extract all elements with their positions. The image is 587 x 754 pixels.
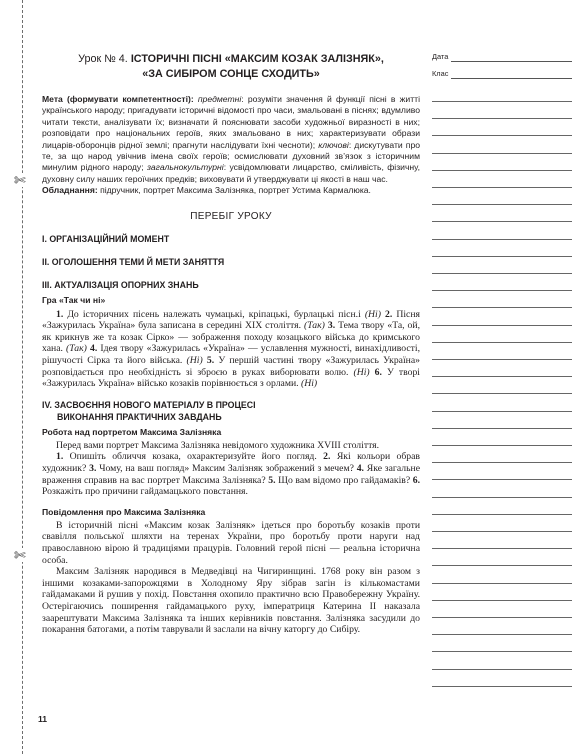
note-line[interactable] xyxy=(432,359,572,360)
note-line[interactable] xyxy=(432,101,572,102)
note-line[interactable] xyxy=(432,634,572,635)
task-text: Розкажіть про причини гайдамацького повстання. xyxy=(42,486,248,498)
goal-label: Мета (формувати компетентності): xyxy=(42,94,194,104)
message-paragraph-2: Максим Залізняк народився в Медведівці на Чигиринщині. 1768 року він разом з іншими козаками-запорожцями в Холодному Яру зібрав загін із кількомастами гайдамаками й рушив у похід. Повстання охопило практично всю Правобережну Україну. Остерігаючись поширення гайдамацького руху, імператриця Катерина ІІ наказала заарештувати Максима Залізняка та інших керівників повстання. Залізняка засудили до покарання батогами, а потім таврували й заслали на вічну каторгу до Сибіру. xyxy=(42,566,420,636)
note-line[interactable] xyxy=(432,497,572,498)
note-line[interactable] xyxy=(432,256,572,257)
note-line[interactable] xyxy=(432,221,572,222)
date-field[interactable] xyxy=(432,52,572,62)
note-line[interactable] xyxy=(432,273,572,274)
question-answer: (Ні) xyxy=(353,366,370,378)
lesson-goal xyxy=(42,94,420,185)
section-1-heading: І. ОРГАНІЗАЦІЙНИЙ МОМЕНТ xyxy=(42,233,170,244)
note-line[interactable] xyxy=(432,325,572,326)
class-line[interactable] xyxy=(451,70,572,79)
section-3-heading: ІІІ. АКТУАЛІЗАЦІЯ ОПОРНИХ ЗНАНЬ xyxy=(42,279,199,290)
question-answer: (Ні) xyxy=(364,308,381,320)
task-text: Опишіть обличчя козака, охарактеризуйте його погляд. xyxy=(63,451,317,463)
question-text: До історичних пісень належать чумацькі, кріпацькі, бурлацькі пісн.і xyxy=(63,308,365,320)
message-heading: Повідомлення про Максима Залізняка xyxy=(42,506,206,517)
note-line[interactable] xyxy=(432,393,572,394)
note-line[interactable] xyxy=(432,411,572,412)
section-2-heading: ІІ. ОГОЛОШЕННЯ ТЕМИ Й МЕТИ ЗАНЯТТЯ xyxy=(42,256,225,267)
note-line[interactable] xyxy=(432,118,572,119)
class-field[interactable] xyxy=(432,69,572,79)
goal-key-text: : дискутувати про те, за що народ увічнив імена своїх героїв; осмислювати духовний зв’язок з історичним минулим рідного народу; xyxy=(42,139,421,173)
note-line[interactable] xyxy=(432,651,572,652)
page-number: 11 xyxy=(38,714,48,724)
equipment xyxy=(42,185,420,196)
note-line[interactable] xyxy=(432,617,572,618)
portrait-heading: Робота над портретом Максима Залізняка xyxy=(42,426,222,437)
class-label: Клас xyxy=(432,69,449,78)
goal-subject-text: : розуміти значення й функції пісні в житті українського народу; пригадувати історичні відомості про часи, змальовані в піснях; вдумливо читати тексти, аналізувати їх; визначати й пояснювати засоби художньої виразності в них; розповідати про національних героїв, яких змальовано в них; характеризувати образи лицарів-оборонців рідної землі; прагнути наслідувати їхні чесноти); xyxy=(42,94,421,150)
question-number: 2. xyxy=(380,308,393,320)
question-answer: (Ні) xyxy=(186,355,203,367)
task-text: Яке загальне враження справив на вас портрет Максима Залізняка? xyxy=(42,463,421,486)
note-line[interactable] xyxy=(432,479,572,480)
note-line[interactable] xyxy=(432,462,572,463)
equipment-text: підручник, портрет Максима Залізняка, портрет Устима Кармалюка. xyxy=(97,185,371,196)
scissors-icon: ✄ xyxy=(14,172,26,188)
question-answer: (Так) xyxy=(66,343,87,355)
note-line[interactable] xyxy=(432,153,572,154)
task-text: Чому, на ваш погляд» Максим Залізняк зображений з мечем? xyxy=(96,463,354,474)
title-prefix: Урок № 4. xyxy=(78,53,131,65)
question-text: У творі «Зажурилась Україна» військо козаків порівнюється з орлами. xyxy=(42,366,421,390)
section-4-line-1: IV. ЗАСВОЄННЯ НОВОГО МАТЕРІАЛУ В ПРОЦЕСІ xyxy=(42,399,256,410)
note-line[interactable] xyxy=(432,583,572,584)
note-line[interactable] xyxy=(432,170,572,171)
note-line[interactable] xyxy=(432,514,572,515)
question-text: Ідея твору «Зажурилась «Україна» — уславлення мужності, винахідливості, рішучості Сірка та його війська. xyxy=(42,343,421,367)
notes-column xyxy=(432,52,572,86)
equipment-label: Обладнання: xyxy=(42,185,98,196)
task-number: 1. xyxy=(56,451,64,463)
game-heading: Гра «Так чи ні» xyxy=(42,294,106,305)
message-paragraph-1: В історичній пісні «Максим козак Залізняк» ідеться про боротьбу козаків проти свавілля польської шляхти на теренах України, про боротьбу проти наруги над православною вірою й традиціями працурів. Головний герой пісні — реальна історична особа. xyxy=(42,519,420,566)
task-number: 6. xyxy=(410,474,421,486)
question-number: 5. xyxy=(202,355,215,367)
portrait-intro: Перед вами портрет Максима Залізняка невідомого художника XVIII століття. xyxy=(56,439,380,451)
date-line[interactable] xyxy=(451,53,572,62)
question-answer: (Так) xyxy=(304,320,325,332)
note-line[interactable] xyxy=(432,548,572,549)
question-number: 6. xyxy=(369,366,382,378)
task-text: Що вам відомо про гайдамаків? xyxy=(275,474,411,486)
section-4-heading xyxy=(42,399,420,423)
lesson-title xyxy=(42,52,420,82)
goal-culture-label: загальнокультурні xyxy=(147,162,224,173)
question-answer: (Ні) xyxy=(301,378,318,390)
main-column xyxy=(42,52,420,636)
note-line[interactable] xyxy=(432,565,572,566)
note-line[interactable] xyxy=(432,669,572,670)
title-line-2: «ЗА СИБІРОМ СОНЦЕ СХОДИТЬ» xyxy=(142,68,320,80)
note-line[interactable] xyxy=(432,428,572,429)
question-number: 3. xyxy=(324,320,336,332)
task-number: 4. xyxy=(353,463,364,474)
goal-key-label: ключові xyxy=(318,139,349,150)
note-line[interactable] xyxy=(432,600,572,601)
scissors-icon: ✄ xyxy=(14,547,26,563)
note-line[interactable] xyxy=(432,239,572,240)
note-line[interactable] xyxy=(432,342,572,343)
note-line[interactable] xyxy=(432,686,572,687)
goal-subject-label: предметні xyxy=(197,94,242,104)
goal-culture-text: : усвідомлювати лицарство, сміливість, фізичну, духовну силу наших героїчних предків; виховувати й утверджувати ці якості в наш час. xyxy=(42,162,420,184)
question-text: Тема твору «Та, ой, як крикнув же та козак Сірко» — зображення походу козацького війська до кримського хана. xyxy=(42,320,420,355)
note-line[interactable] xyxy=(432,290,572,291)
task-number: 2. xyxy=(316,451,331,463)
question-number: 4. xyxy=(86,343,98,355)
question-text: У першій частині твору «Зажурилась Україна» розповідається про необхідність зі зброєю в руках виборювати волю. xyxy=(42,355,420,378)
note-line[interactable] xyxy=(432,307,572,308)
note-line[interactable] xyxy=(432,531,572,532)
task-number: 3. xyxy=(86,463,97,474)
title-line-1: ІСТОРИЧНІ ПІСНІ «МАКСИМ КОЗАК ЗАЛІЗНЯК», xyxy=(130,53,384,65)
task-text: Які кольори обрав художник? xyxy=(42,451,421,474)
note-line[interactable] xyxy=(432,135,572,136)
date-label: Дата xyxy=(432,52,449,61)
question-text: Пісня «Зажурилась Україна» була записана в середині XIX століття. xyxy=(42,308,420,332)
section-4-line-2: ВИКОНАННЯ ПРАКТИЧНИХ ЗАВДАНЬ xyxy=(57,411,222,422)
note-line[interactable] xyxy=(432,376,572,377)
note-line[interactable] xyxy=(432,445,572,446)
note-line[interactable] xyxy=(432,204,572,205)
cut-line xyxy=(22,0,23,754)
portrait-tasks xyxy=(42,451,420,497)
lesson-flow-heading: ПЕРЕБІГ УРОКУ xyxy=(190,210,272,222)
game-questions xyxy=(42,309,420,390)
note-line[interactable] xyxy=(432,187,572,188)
question-number: 1. xyxy=(56,308,64,320)
task-number: 5. xyxy=(265,474,276,486)
